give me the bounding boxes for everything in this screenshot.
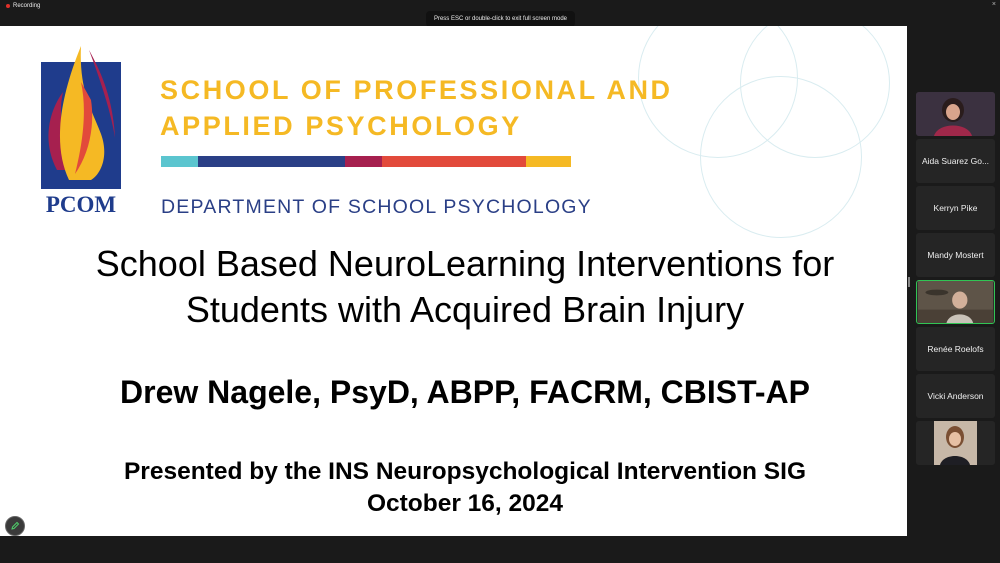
color-bar-segment <box>161 156 198 167</box>
logo-text: PCOM <box>45 192 117 217</box>
color-bar-segment <box>382 156 526 167</box>
participant-tile[interactable] <box>916 186 995 230</box>
participant-name: Vicki Anderson <box>927 391 984 401</box>
brand-color-bar <box>161 156 571 167</box>
fullscreen-toast <box>426 11 575 27</box>
presenter-name: Drew Nagele, PsyD, ABPP, FACRM, CBIST-AP <box>120 374 810 410</box>
school-title <box>160 72 673 144</box>
close-icon[interactable]: × <box>991 1 996 8</box>
presentation-date: October 16, 2024 <box>366 490 564 517</box>
participant-name: Renée Roelofs <box>927 344 984 354</box>
record-dot-icon <box>6 4 10 8</box>
presented-by: Presented by the INS Neuropsychological Intervention SIG <box>123 458 807 485</box>
fullscreen-toast-text: Press ESC or double-click to exit full screen mode <box>433 16 568 22</box>
participant-tile[interactable] <box>916 233 995 277</box>
color-bar-segment <box>345 156 382 167</box>
participant-video <box>917 281 994 323</box>
recording-indicator <box>6 3 40 9</box>
participant-name: Kerryn Pike <box>933 203 978 213</box>
participant-tile[interactable] <box>916 139 995 183</box>
color-bar-segment <box>198 156 346 167</box>
decorative-circle <box>700 76 862 238</box>
talk-title <box>0 241 907 333</box>
annotate-button[interactable] <box>5 516 25 536</box>
shared-slide <box>0 26 907 536</box>
participant-video <box>916 421 995 465</box>
participant-tile[interactable] <box>916 327 995 371</box>
participant-tile[interactable] <box>916 374 995 418</box>
talk-title-line1: School Based NeuroLearning Interventions for <box>95 243 835 284</box>
pencil-icon <box>10 521 20 531</box>
panel-resize-handle[interactable] <box>908 277 910 287</box>
participant-tile[interactable] <box>916 92 995 136</box>
school-title-line2: APPLIED PSYCHOLOGY <box>160 111 522 141</box>
participant-tile[interactable] <box>916 421 995 465</box>
color-bar-segment <box>526 156 571 167</box>
presented-by-block <box>0 456 907 520</box>
talk-title-line2: Students with Acquired Brain Injury <box>185 289 745 330</box>
department-name: DEPARTMENT OF SCHOOL PSYCHOLOGY <box>161 196 592 218</box>
school-title-line1: SCHOOL OF PROFESSIONAL AND <box>160 75 673 105</box>
participant-name: Aida Suarez Go... <box>921 156 990 166</box>
recording-label: Recording <box>13 3 41 9</box>
participant-tile-active-speaker[interactable] <box>916 280 995 324</box>
participant-video <box>916 92 995 136</box>
pcom-logo-icon <box>41 42 121 217</box>
participant-name: Mandy Mostert <box>927 250 984 260</box>
